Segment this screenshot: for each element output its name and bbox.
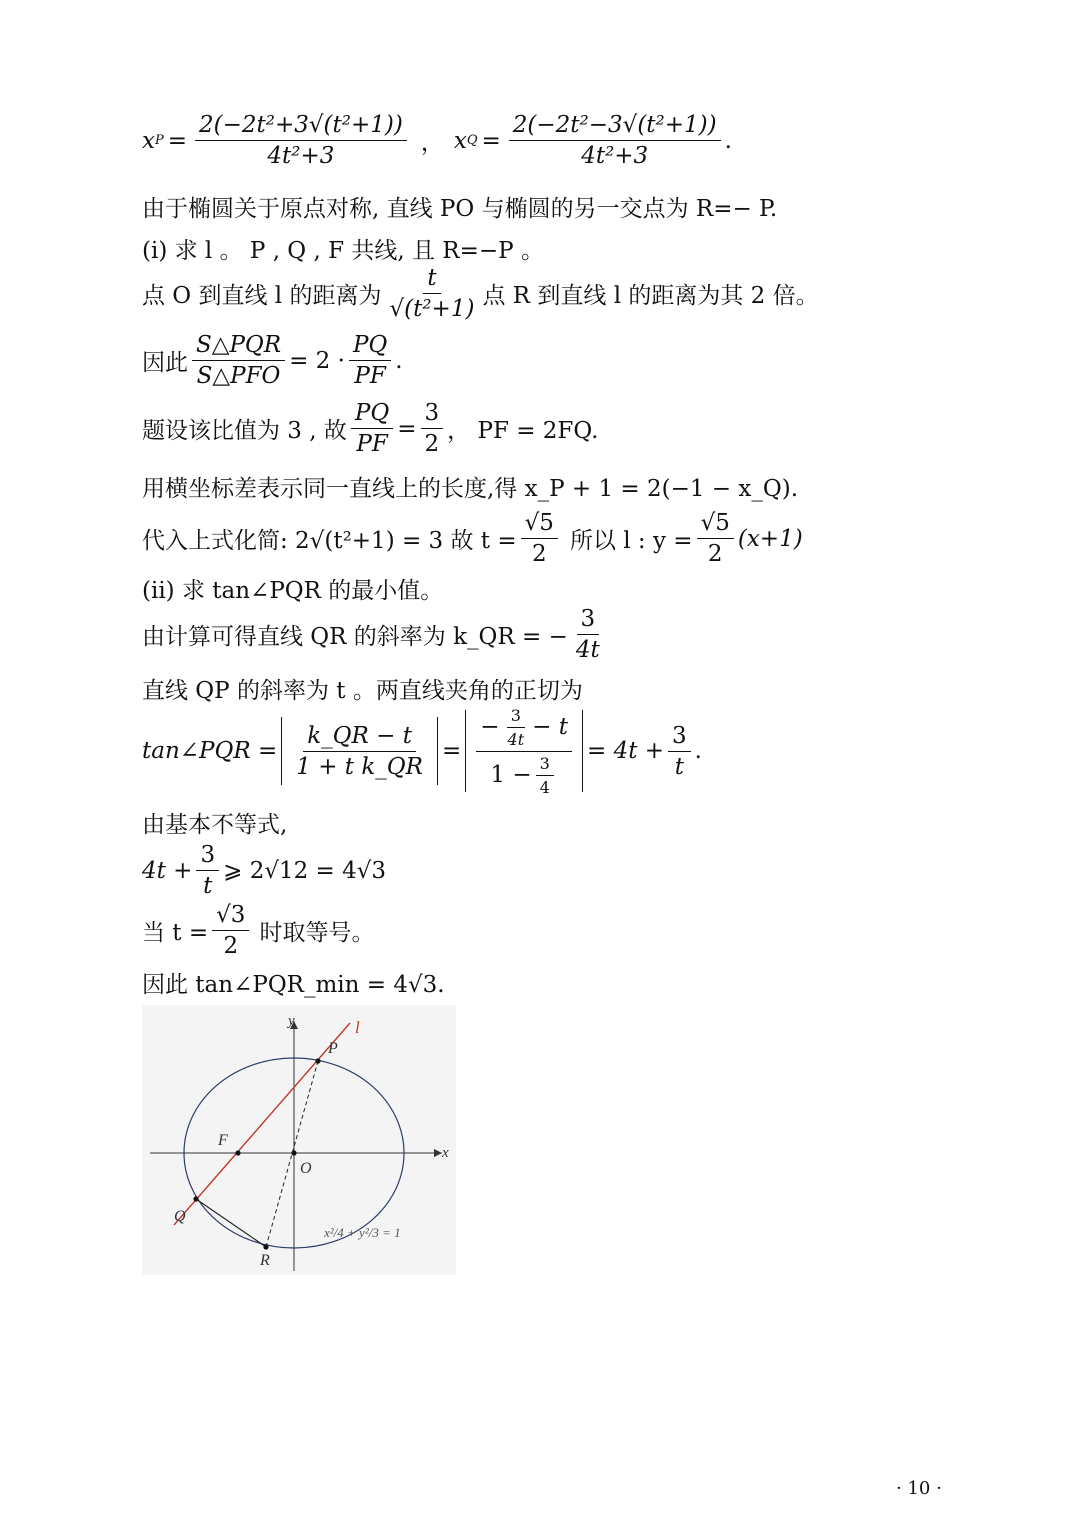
three-halves-fraction [421, 400, 444, 457]
slope-fraction [697, 510, 734, 567]
am-gm [142, 842, 386, 899]
slope-qr [142, 606, 608, 663]
distance-text-after: 点 R 到直线 l 的距离为其 2 倍。 [482, 283, 819, 309]
formula-xp-xq [142, 112, 732, 169]
abs-block-1 [281, 717, 438, 785]
am-gm-num: 3 [196, 842, 219, 871]
ellipse-diagram [142, 1005, 456, 1275]
tan-numerator-1: k_QR − t [303, 723, 416, 752]
ratio-text-before: 题设该比值为 3 , 故 [142, 418, 347, 444]
page-number: · 10 · [896, 1478, 942, 1499]
xq-numerator: 2(−2t²−3√(t²+1)) [509, 112, 721, 141]
tan-lhs: tan∠PQR = [142, 738, 278, 764]
equality-after: 时取等号。 [259, 920, 375, 946]
line-l [174, 1023, 350, 1225]
ratio-eq: = [397, 415, 417, 442]
distance-fraction [385, 265, 478, 322]
label-q: Q [174, 1208, 186, 1225]
text-part-i: (i) 求 l 。 P , Q , F 共线, 且 R=−P 。 [142, 238, 544, 264]
label-o: O [300, 1160, 312, 1177]
area-fraction [192, 332, 285, 389]
solve-t [142, 510, 803, 567]
distance-text-before: 点 O 到直线 l 的距离为 [142, 283, 382, 309]
text-symmetry: 由于椭圆关于原点对称, 直线 PO 与椭圆的另一交点为 R=− P. [142, 196, 778, 222]
label-x: x [442, 1145, 449, 1161]
xp-symbol: x [142, 127, 155, 154]
solve-text-mid: 所以 l : y = [569, 528, 693, 554]
solve-text-before: 代入上式化简: 2√(t²+1) = 3 故 t = [142, 528, 517, 554]
segment-qr [196, 1199, 266, 1247]
pq-pf-fraction [349, 332, 391, 389]
three-over-4t [504, 706, 529, 749]
ratio-text-after: ， PF = 2FQ. [447, 418, 599, 444]
equality-before: 当 t = [142, 920, 209, 946]
x-axis-arrow [434, 1149, 442, 1157]
text-distance [142, 265, 819, 322]
area-denominator: S△PFO [196, 363, 281, 389]
label-r: R [260, 1252, 270, 1269]
label-f: F [218, 1132, 228, 1149]
label-p: P [328, 1040, 338, 1057]
point-r [263, 1244, 268, 1249]
tan-rhs: = 4t + [586, 738, 665, 764]
xq-denominator: 4t²+3 [581, 143, 649, 169]
xq-subscript: Q [466, 133, 478, 148]
tan-end: . [694, 738, 702, 764]
small-num: 3 [507, 706, 525, 728]
pf-denominator: PF [354, 363, 386, 389]
ellipse-equation: x²/4 + y²/3 = 1 [324, 1225, 401, 1240]
area-ratio [142, 332, 403, 389]
area-numerator: S△PQR [192, 332, 285, 361]
abs-block-2 [465, 705, 583, 797]
xp-numerator: 2(−2t²+3√(t²+1)) [195, 112, 407, 141]
sqrt5-numerator: √5 [521, 510, 558, 539]
three-num: 3 [668, 723, 691, 752]
point-f [235, 1150, 240, 1155]
three-over-four [536, 754, 554, 797]
xq-fraction [509, 112, 721, 169]
three-numerator: 3 [421, 400, 444, 429]
text-part-ii: (ii) 求 tan∠PQR 的最小值。 [142, 578, 444, 604]
label-y: y [288, 1013, 295, 1029]
tan-fraction-2 [476, 706, 572, 797]
point-p [315, 1058, 320, 1063]
slope-qr-numerator: 3 [577, 606, 600, 635]
point-q [193, 1196, 198, 1201]
two-denominator: 2 [531, 541, 547, 567]
ratio-numerator: PQ [351, 400, 393, 429]
minus-sign: − [480, 714, 500, 740]
t-den: t [674, 753, 684, 780]
tan-denominator-1: 1 + t k_QR [296, 753, 423, 780]
separator: ， [420, 130, 444, 156]
sqrt3-num: √3 [212, 902, 249, 931]
tan-fraction-1 [292, 723, 427, 780]
tan-numerator-2 [476, 706, 572, 752]
ratio-equals-three [142, 400, 598, 457]
text-slope-qp: 直线 QP 的斜率为 t 。两直线夹角的正切为 [142, 678, 583, 704]
conclusion: 因此 tan∠PQR_min = 4√3. [142, 972, 445, 998]
xq-symbol: x [453, 127, 467, 154]
three-over-t [668, 723, 691, 780]
two-denominator-2: 2 [707, 541, 723, 567]
tan-formula [142, 705, 702, 797]
distance-denominator: √(t²+1) [389, 296, 475, 322]
equality-fraction [212, 902, 249, 959]
text-inequality: 由基本不等式, [142, 812, 288, 838]
tan-eq: = [441, 738, 462, 764]
ratio-fraction [351, 400, 393, 457]
am-gm-before: 4t + [142, 857, 193, 884]
equals-sign: = [167, 127, 188, 154]
small-num-2: 3 [536, 754, 554, 776]
equals-sign-2: = [481, 127, 501, 154]
two-den: 2 [223, 933, 239, 959]
distance-numerator: t [423, 265, 440, 294]
am-gm-after: ⩾ 2√12 = 4√3 [223, 857, 387, 884]
small-den-2: 4 [539, 777, 550, 797]
tan-denominator-2 [486, 752, 561, 797]
sqrt5-numerator-2: √5 [697, 510, 734, 539]
xp-subscript: P [154, 133, 164, 148]
text-abscissa: 用横坐标差表示同一直线上的长度,得 x_P + 1 = 2(−1 − x_Q). [142, 476, 799, 502]
area-ratio-end: . [395, 347, 403, 374]
ellipse-figure [142, 1005, 456, 1275]
area-ratio-mid: = 2 · [289, 347, 345, 374]
slope-qr-text: 由计算可得直线 QR 的斜率为 k_QR = − [142, 624, 568, 650]
slope-qr-fraction [572, 606, 604, 663]
period: . [724, 127, 732, 154]
am-gm-den: t [203, 873, 213, 899]
label-l: l [355, 1018, 360, 1037]
am-gm-fraction [196, 842, 219, 899]
slope-qr-denominator: 4t [575, 637, 600, 663]
minus-t: − t [532, 714, 568, 740]
point-o [291, 1150, 296, 1155]
small-den: 4t [507, 729, 525, 749]
xp-denominator: 4t²+3 [267, 143, 335, 169]
area-ratio-prefix: 因此 [142, 350, 188, 376]
one-minus: 1 − [490, 762, 532, 788]
two-denominator: 2 [424, 431, 440, 457]
solve-text-after: (x+1) [737, 525, 803, 552]
pq-numerator: PQ [349, 332, 391, 361]
ratio-denominator: PF [356, 431, 388, 457]
t-value-fraction [521, 510, 558, 567]
equality-condition [142, 902, 374, 959]
xp-fraction [195, 112, 407, 169]
